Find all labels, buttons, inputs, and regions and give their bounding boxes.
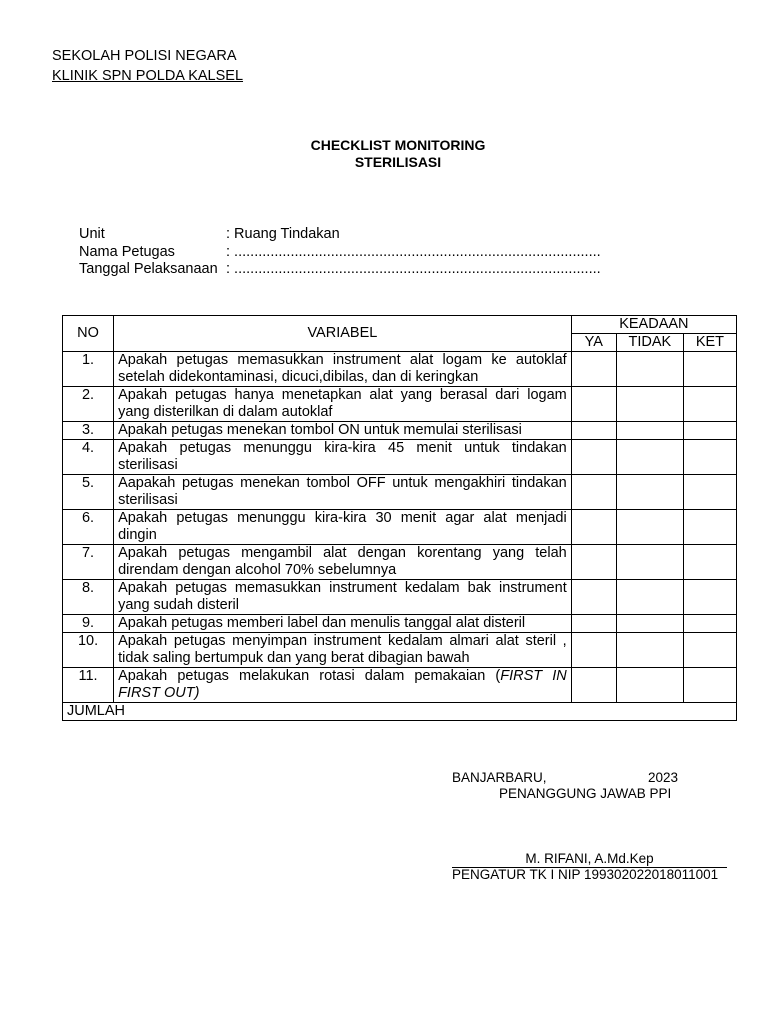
row-variable [114, 615, 572, 633]
row-variable-text: Apakah petugas memasukkan instrument alat logam ke autoklaf setelah didekontaminasi, dicuci,dibilas, dan di keringkan [118, 352, 567, 385]
row-number: 3. [63, 422, 114, 440]
cell-tidak[interactable] [616, 580, 683, 615]
cell-ket[interactable] [683, 352, 736, 387]
row-variable [114, 352, 572, 387]
table-row [63, 580, 737, 615]
cell-ket[interactable] [683, 510, 736, 545]
header-ya: YA [571, 334, 616, 352]
table-row [63, 422, 737, 440]
tanggal-label: Tanggal Pelaksanaan [79, 261, 218, 277]
row-variable [114, 668, 572, 703]
cell-tidak[interactable] [616, 422, 683, 440]
institution-header [52, 46, 243, 86]
table-row [63, 615, 737, 633]
row-variable-text: Apakah petugas menunggu kira-kira 45 menit untuk tindakan sterilisasi [118, 440, 567, 473]
cell-ya[interactable] [571, 510, 616, 545]
cell-tidak[interactable] [616, 352, 683, 387]
row-variable-text: Apakah petugas menekan tombol ON untuk memulai sterilisasi [118, 422, 522, 438]
row-number: 1. [63, 352, 114, 387]
row-number: 11. [63, 668, 114, 703]
row-variable [114, 387, 572, 422]
signature-year: 2023 [648, 770, 679, 785]
tanggal-row [79, 261, 601, 279]
cell-tidak[interactable] [616, 440, 683, 475]
tanggal-value: : ........................................................................................... [226, 261, 601, 277]
row-variable [114, 475, 572, 510]
row-number: 10. [63, 633, 114, 668]
table-row [63, 668, 737, 703]
header-variabel: VARIABEL [114, 316, 572, 352]
row-number: 9. [63, 615, 114, 633]
cell-ya[interactable] [571, 668, 616, 703]
cell-ket[interactable] [683, 387, 736, 422]
signatory-rank: PENGATUR TK I NIP 199302022018011001 [452, 867, 719, 882]
signatory-name: M. RIFANI, A.Md.Kep [452, 851, 727, 868]
row-variable-text: Apakah petugas hanya menetapkan alat yang berasal dari logam yang disterilkan di dalam autoklaf [118, 387, 567, 420]
cell-ya[interactable] [571, 387, 616, 422]
row-number: 6. [63, 510, 114, 545]
cell-tidak[interactable] [616, 633, 683, 668]
row-number: 4. [63, 440, 114, 475]
row-variable-italic: FIRST IN FIRST OUT) [118, 668, 567, 701]
row-variable-text: Apakah petugas memasukkan instrument kedalam bak instrument yang sudah disteril [118, 580, 567, 613]
cell-tidak[interactable] [616, 387, 683, 422]
row-variable [114, 580, 572, 615]
petugas-row [79, 244, 601, 262]
cell-ket[interactable] [683, 633, 736, 668]
cell-ya[interactable] [571, 475, 616, 510]
table-row [63, 633, 737, 668]
unit-value: : Ruang Tindakan [226, 226, 340, 242]
cell-tidak[interactable] [616, 668, 683, 703]
cell-ket[interactable] [683, 580, 736, 615]
info-block [79, 226, 601, 279]
row-number: 5. [63, 475, 114, 510]
cell-ket[interactable] [683, 668, 736, 703]
title-line-2: STERILISASI [354, 154, 442, 170]
row-variable [114, 440, 572, 475]
header-keadaan: KEADAAN [571, 316, 736, 334]
cell-ket[interactable] [683, 615, 736, 633]
unit-row [79, 226, 601, 244]
row-variable-text: Apakah petugas melakukan rotasi dalam pemakaian ( [118, 668, 501, 684]
row-number: 2. [63, 387, 114, 422]
cell-ya[interactable] [571, 615, 616, 633]
row-variable-text: Apakah petugas menyimpan instrument kedalam almari alat steril , tidak saling bertumpuk dan yang berat dibagian bawah [118, 633, 567, 666]
row-variable [114, 633, 572, 668]
table-row [63, 545, 737, 580]
footer-jumlah: JUMLAH [63, 703, 737, 721]
table-row [63, 387, 737, 422]
cell-ya[interactable] [571, 633, 616, 668]
table-row [63, 475, 737, 510]
cell-ya[interactable] [571, 422, 616, 440]
row-variable [114, 510, 572, 545]
signature-role: PENANGGUNG JAWAB PPI [499, 786, 672, 801]
row-variable-text: Apakah petugas mengambil alat dengan korentang yang telah direndam dengan alcohol 70% sebelumnya [118, 545, 567, 578]
clinic-name: KLINIK SPN POLDA KALSEL [52, 68, 244, 84]
cell-ya[interactable] [571, 440, 616, 475]
cell-ya[interactable] [571, 545, 616, 580]
petugas-value: : ........................................................................................... [226, 243, 601, 260]
row-number: 7. [63, 545, 114, 580]
table-row [63, 352, 737, 387]
cell-ket[interactable] [683, 440, 736, 475]
header-tidak: TIDAK [616, 334, 683, 352]
row-number: 8. [63, 580, 114, 615]
unit-label: Unit [79, 226, 105, 242]
title-line-1: CHECKLIST MONITORING [310, 137, 486, 153]
cell-ket[interactable] [683, 545, 736, 580]
document-title [0, 137, 768, 171]
cell-tidak[interactable] [616, 615, 683, 633]
header-no: NO [63, 316, 114, 352]
row-variable-text: Apakah petugas memberi label dan menulis tanggal alat disteril [118, 615, 526, 631]
cell-ya[interactable] [571, 352, 616, 387]
row-variable [114, 545, 572, 580]
cell-ya[interactable] [571, 580, 616, 615]
cell-ket[interactable] [683, 422, 736, 440]
header-ket: KET [683, 334, 736, 352]
institution-name: SEKOLAH POLISI NEGARA [52, 48, 237, 64]
table-row [63, 440, 737, 475]
cell-tidak[interactable] [616, 545, 683, 580]
row-variable-text: Aapakah petugas menekan tombol OFF untuk mengakhiri tindakan sterilisasi [118, 475, 567, 508]
checklist-table [62, 315, 737, 721]
row-variable-text: Apakah petugas menunggu kira-kira 30 menit agar alat menjadi dingin [118, 510, 567, 543]
table-row [63, 510, 737, 545]
row-variable [114, 422, 572, 440]
signature-place: BANJARBARU, [452, 770, 547, 785]
cell-tidak[interactable] [616, 475, 683, 510]
cell-ket[interactable] [683, 475, 736, 510]
petugas-label: Nama Petugas [79, 243, 175, 260]
cell-tidak[interactable] [616, 510, 683, 545]
